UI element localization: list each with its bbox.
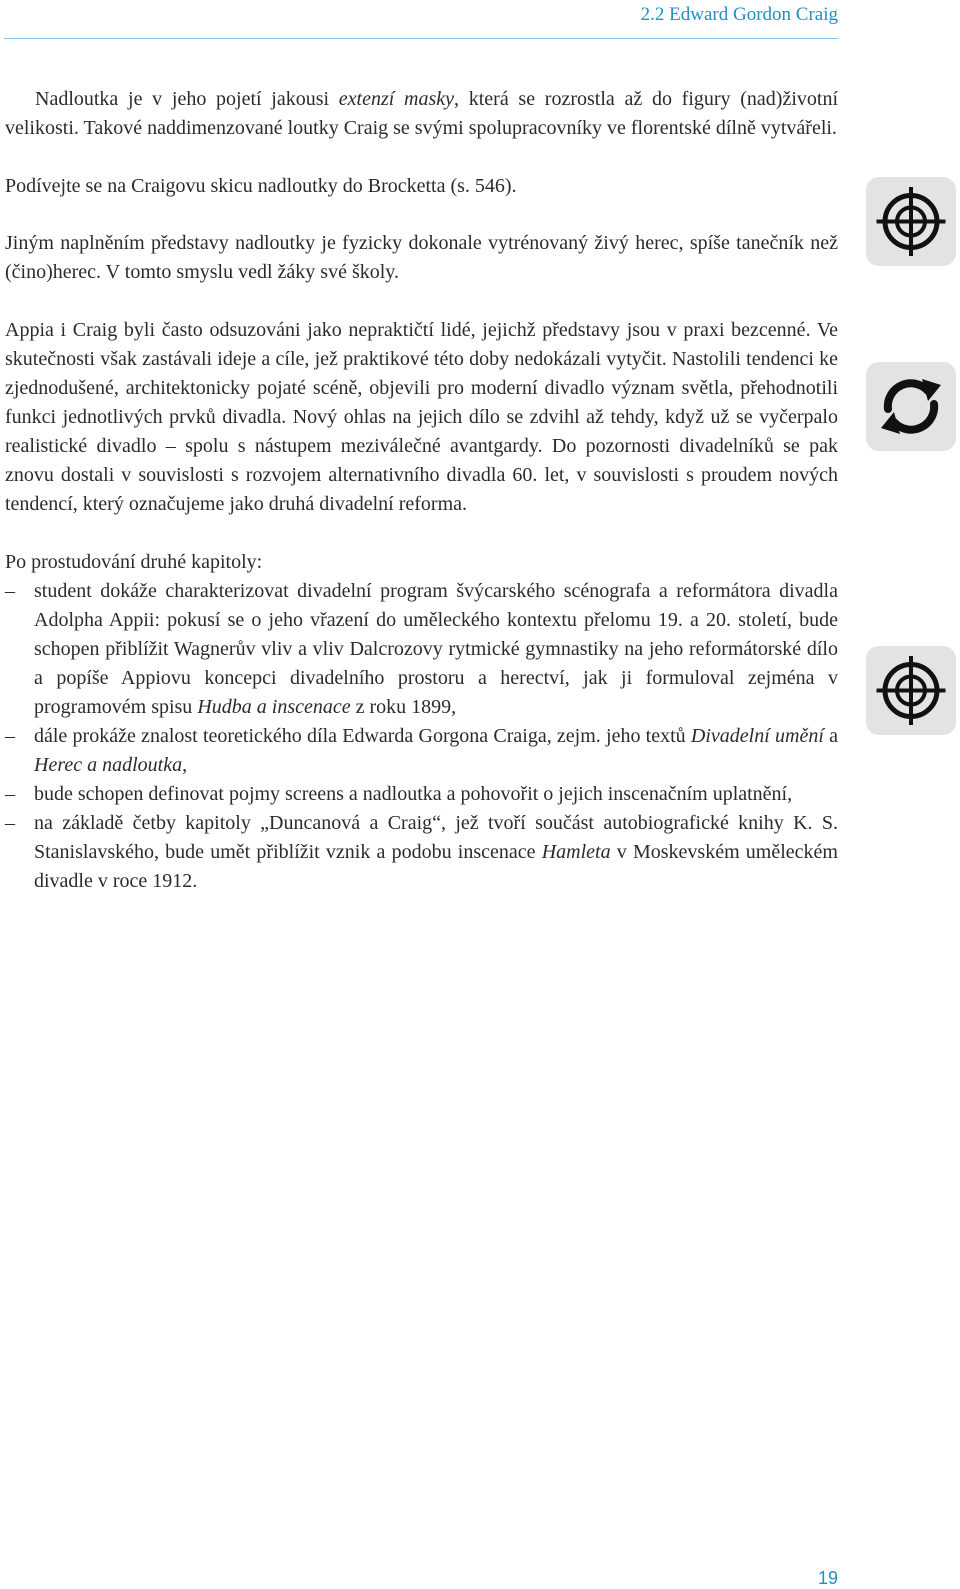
page-body [5,85,838,896]
page-number: 19 [817,1568,838,1588]
list-item-text: student dokáže charakterizovat divadelní program švýcarského scénografa a reformátora divadla Adolpha Appii: pokusí se o jeho vřazení do uměleckého kontextu přelomu 19. a 20. století, bude schopen přiblížit Wagnerův vliv a vliv Dalcrozovy rytmické gymnastiky na jeho reformátorské dílo a popíše Appiovu koncepci divadelního prostoru a herectví, jak ji formuloval zejména v programovém spisu [34,580,838,718]
paragraph-text: , která se rozrostla až do figury (nad)životní velikosti. Takové naddimenzované loutky Craig se svými spolupracovníky ve florentské dílně vytvářeli. [5,88,839,139]
paragraph-appia-craig: Appia i Craig byli často odsuzováni jako nepraktičtí lidé, jejichž představy jsou v praxi bezcenné. Ve skutečnosti však zastávali ideje a cíle, jež praktikové této doby nedokázali vytyčit. Nastolili tendenci ke zjednodušené, architektonicky pojaté scéně, objevili pro moderní divadlo význam světla, přehodnotili funkci jednotlivých prvků divadla. Nový ohlas na jejich dílo se zdvihl až tehdy, když už se vyčerpalo realistické divadlo – spolu s nástupem meziválečné avantgardy. Do pozornosti divadelníků se pak znovu dostali v souvislosti s rozvojem alternativního divadla 60. let, v souvislosti s proudem nových tendencí, který označujeme jako druhá divadelní reforma. [5,319,838,515]
paragraph-brockett-reference: Podívejte se na Craigovu skicu nadloutky do Brocketta (s. 546). [5,175,517,197]
list-item [5,809,838,896]
emphasis-text: Hamleta [541,841,611,863]
emphasis-text: Hudba a inscenace [197,696,351,718]
target-icon [866,177,956,266]
emphasis-text: Herec a nadloutka [34,754,183,776]
list-item-text: na základě četby kapitoly „Duncanová a Craig“, jež tvoří součást autobiografické knihy K. S. Stanislavského, bude umět přiblížit vznik a podobu inscenace [34,812,838,863]
learning-outcomes-list [5,577,838,896]
emphasis-text: Divadelní umění [690,725,824,747]
list-item-text: , [182,754,188,776]
paragraph-nadloutka [5,85,838,143]
list-item-text: z roku 1899, [350,696,457,718]
list-item-text: v Moskevském uměleckém divadle v roce 1912. [34,841,838,892]
paragraph-text: Nadloutka je v jeho pojetí jakousi [35,88,339,110]
outcomes-intro: Po prostudování druhé kapitoly: [5,551,263,573]
list-item-text: a [823,725,838,747]
refresh-icon [866,362,956,451]
header-rule [4,38,838,39]
list-item-text: dále prokáže znalost teoretického díla Edwarda Gorgona Craiga, zejm. jeho textů [34,725,691,747]
list-item [5,577,838,722]
list-item [5,722,838,780]
list-item: – bude schopen definovat pojmy screens a nadloutka a pohovořit o jejich inscenačním uplatnění, [5,780,838,809]
emphasis-text: extenzí masky [338,88,455,110]
paragraph-herec: Jiným naplněním představy nadloutky je fyzicky dokonale vytrénovaný živý herec, spíše tanečník než (čino)herec. V tomto smyslu vedl žáky své školy. [5,232,838,283]
running-head: 2.2 Edward Gordon Craig [640,4,838,25]
target-icon [866,646,956,735]
